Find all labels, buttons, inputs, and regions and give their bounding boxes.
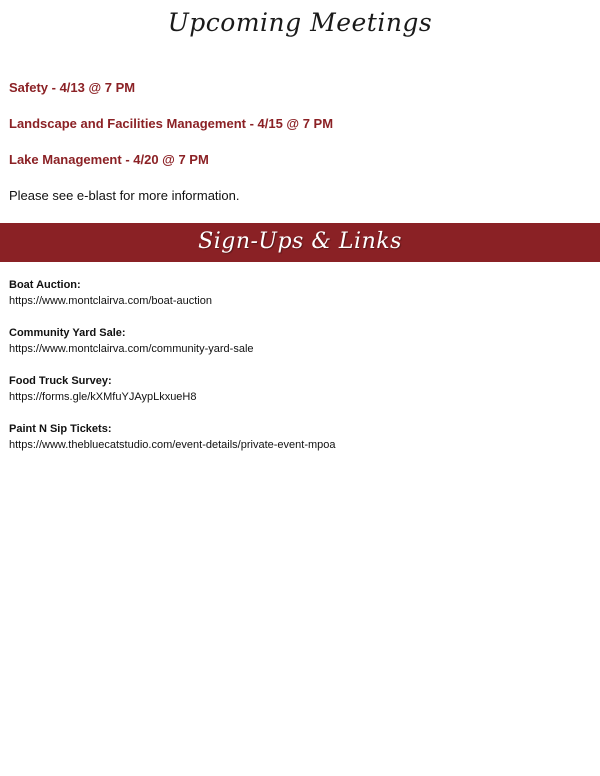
- link-label: Boat Auction:: [9, 279, 81, 291]
- link-item-boat-auction: [9, 277, 212, 309]
- link-url[interactable]: https://www.montclairva.com/community-yard-sale: [9, 343, 254, 355]
- meeting-item-lake: Lake Management - 4/20 @ 7 PM: [9, 152, 209, 167]
- upcoming-meetings-heading: Upcoming Meetings: [167, 8, 433, 37]
- link-url[interactable]: https://www.thebluecatstudio.com/event-details/private-event-mpoa: [9, 439, 336, 451]
- sign-ups-links-heading: Sign-Ups & Links: [198, 229, 402, 254]
- meetings-note: Please see e-blast for more information.: [9, 188, 240, 203]
- link-item-food-truck-survey: [9, 373, 197, 405]
- meeting-item-safety: Safety - 4/13 @ 7 PM: [9, 80, 136, 95]
- links-banner: [0, 223, 600, 262]
- link-label: Community Yard Sale:: [9, 327, 126, 339]
- link-item-paint-n-sip: [9, 421, 336, 453]
- link-label: Food Truck Survey:: [9, 375, 112, 387]
- link-url[interactable]: https://www.montclairva.com/boat-auction: [9, 295, 212, 307]
- meeting-item-landscape: Landscape and Facilities Management - 4/15 @ 7 PM: [9, 116, 334, 131]
- link-label: Paint N Sip Tickets:: [9, 423, 112, 435]
- link-item-yard-sale: [9, 325, 254, 357]
- link-url[interactable]: https://forms.gle/kXMfuYJAypLkxueH8: [9, 391, 197, 403]
